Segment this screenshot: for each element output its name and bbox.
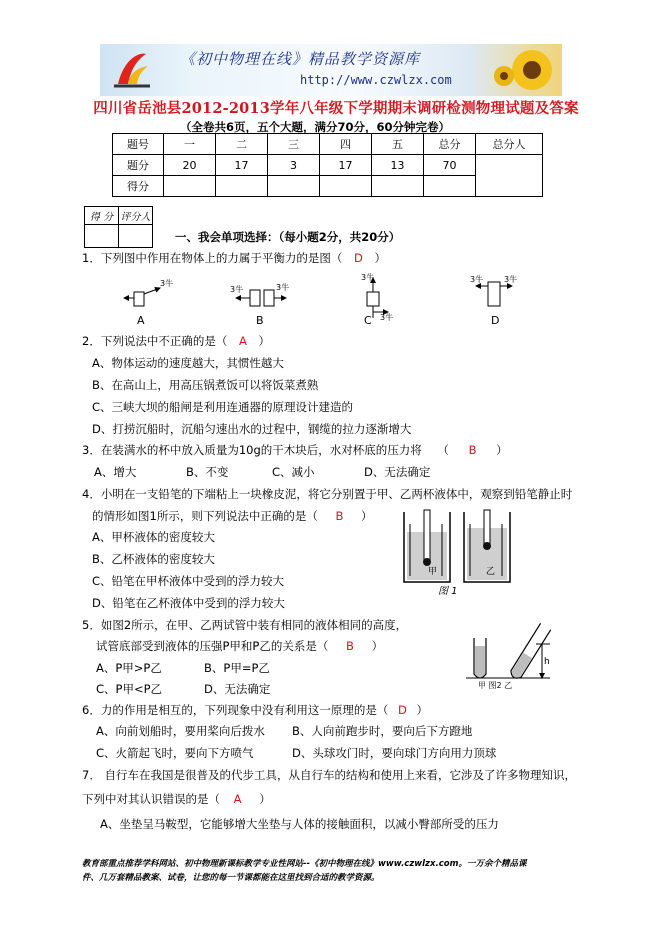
option: C、三峡大坝的船闸是利用连通器的原理设计建造的 — [92, 400, 354, 414]
option: A、向前划船时，要用桨向后拨水 — [96, 724, 265, 738]
table-cell: 总分人 — [476, 134, 543, 155]
question-text: 1．下列图中作用在物体上的力属于平衡力的是图（ — [82, 251, 343, 265]
figure-2-test-tubes — [466, 612, 566, 690]
option: A、P甲>P乙 — [96, 661, 162, 675]
table-cell: 总分 — [424, 134, 476, 155]
question-text: 下列中对其认识错误的是（ — [82, 792, 220, 806]
option: C、减小 — [272, 465, 315, 479]
table-cell: 70 — [424, 155, 476, 176]
question-2: 2．下列说法中不正确的是（ A ） — [82, 334, 271, 348]
answer-mark: D — [397, 703, 407, 717]
mini-grader-input[interactable] — [119, 225, 153, 248]
banner-title: 《初中物理在线》精品教学资源库 — [180, 50, 421, 68]
force-label: 3牛 — [470, 275, 484, 284]
answer-mark: B — [346, 639, 354, 653]
force-label: 3牛 — [380, 313, 394, 322]
score-input-cell[interactable] — [164, 176, 216, 197]
question-5-line1: 5．如图2所示，在甲、乙两试管中装有相同的液体相同的高度， — [82, 618, 408, 632]
option-label: C — [364, 314, 372, 327]
table-cell: 20 — [164, 155, 216, 176]
answer-mark: A — [238, 334, 247, 348]
answer-mark: D — [353, 251, 363, 265]
question-text: 2．下列说法中不正确的是（ — [82, 334, 228, 348]
table-cell: 得分 — [113, 176, 164, 197]
answer-mark: B — [468, 443, 477, 457]
table-cell: 二 — [216, 134, 268, 155]
table-cell-grader[interactable] — [476, 155, 543, 197]
question-3: 3．在装满水的杯中放入质量为10g的干木块后，水对杯底的压力将 （ B ） — [82, 443, 508, 457]
force-label: 3牛 — [361, 273, 375, 282]
option: C、铅笔在甲杯液体中受到的浮力较大 — [92, 574, 285, 588]
question-7: 下列中对其认识错误的是（ A ） — [82, 792, 271, 806]
cup-jia — [404, 510, 450, 582]
exam-subtitle: （全卷共6页，五个大题，满分70分，60分钟完卷） — [180, 120, 451, 134]
answer-mark: A — [233, 792, 242, 806]
table-cell: 17 — [216, 155, 268, 176]
option: B、人向前跑步时，要向后下方蹬地 — [292, 724, 473, 738]
option: D、打捞沉船时，沉船匀速出水的过程中，钢缆的拉力逐渐增大 — [92, 422, 412, 436]
footer-line-1: 教育部重点推荐学科网站、初中物理新课标教学专业性网站--《初中物理在线》www.czwlzx.com。一万余个精品课 — [82, 859, 527, 869]
option: A、物体运动的速度越大，其惯性越大 — [92, 356, 284, 370]
option: C、P甲<P乙 — [96, 682, 163, 696]
question-text: 试管底部受到液体的压强P甲和P乙的关系是（ — [96, 639, 329, 653]
table-cell: 五 — [372, 134, 424, 155]
question-4-line1: 4．小明在一支铅笔的下端粘上一块橡皮泥，将它分别置于甲、乙两杯液体中，观察到铅笔静止时 — [82, 487, 573, 501]
diagram-c — [361, 272, 393, 327]
footer-line-2: 件、几万套精品教案、试卷，让您的每一节课都能在这里找到合适的教学资源。 — [82, 873, 380, 883]
figure-caption: 甲 图2 乙 — [478, 681, 513, 690]
table-cell: 一 — [164, 134, 216, 155]
option: D、铅笔在乙杯液体中受到的浮力较大 — [92, 596, 285, 610]
score-table — [112, 133, 543, 197]
table-cell: 四 — [320, 134, 372, 155]
diagram-b — [230, 282, 289, 327]
cup-yi — [464, 510, 510, 582]
score-input-cell[interactable] — [424, 176, 476, 197]
score-table-header-row — [113, 134, 543, 155]
page-title: 四川省岳池县2012-2013学年八年级下学期期末调研检测物理试题及答案 — [93, 100, 579, 117]
force-label: 3牛 — [276, 283, 290, 292]
banner-url[interactable]: http://www.czwlzx.com — [300, 73, 452, 87]
table-cell: 17 — [320, 155, 372, 176]
option: A、甲杯液体的密度较大 — [92, 530, 215, 544]
score-input-cell[interactable] — [320, 176, 372, 197]
figure-1-cups — [398, 508, 526, 596]
option-label: B — [256, 314, 264, 327]
score-table-points-row — [113, 155, 543, 176]
table-cell: 3 — [268, 155, 320, 176]
table-cell: 题分 — [113, 155, 164, 176]
option: B、不变 — [186, 465, 229, 479]
question-text: 3．在装满水的杯中放入质量为10g的干木块后，水对杯底的压力将 — [82, 443, 422, 457]
question-1: 1．下列图中作用在物体上的力属于平衡力的是图（ D ） — [82, 251, 386, 265]
option: B、在高山上，用高压锅煮饭可以将饭菜煮熟 — [92, 378, 319, 392]
diagram-d — [470, 274, 517, 327]
score-input-cell[interactable] — [216, 176, 268, 197]
option: B、P甲=P乙 — [204, 661, 270, 675]
option: B、乙杯液体的密度较大 — [92, 552, 215, 566]
question-text: 的情形如图1所示，则下列说法中正确的是（ — [92, 509, 318, 523]
table-cell: 三 — [268, 134, 320, 155]
cup-label: 甲 — [428, 567, 438, 577]
header-banner — [100, 44, 562, 96]
figure-caption: 图 1 — [438, 586, 458, 596]
option-label: D — [491, 314, 500, 327]
table-cell: 题号 — [113, 134, 164, 155]
option: C、火箭起飞时，要向下方喷气 — [96, 746, 254, 760]
section-heading: 一、我会单项选择：（每小题2分，共20分） — [175, 230, 401, 244]
question-7-line1: 7． 自行车在我国是很普及的代步工具，从自行车的结构和使用上来看，它涉及了许多物理知识， — [82, 768, 576, 782]
score-input-cell[interactable] — [372, 176, 424, 197]
height-label: h — [544, 657, 550, 667]
mini-score-input[interactable] — [85, 225, 119, 248]
question-text: 6．力的作用是相互的，下列现象中没有利用这一原理的是（ — [82, 703, 389, 717]
question-5: 试管底部受到液体的压强P甲和P乙的关系是（ B ） — [96, 639, 384, 653]
mini-score-label: 得 分 — [85, 207, 119, 225]
option-label: A — [137, 314, 145, 327]
force-label: 3牛 — [160, 279, 174, 288]
force-label: 3牛 — [504, 275, 518, 284]
option: D、头球攻门时，要向球门方向用力顶球 — [292, 746, 497, 760]
diagram-a — [124, 278, 173, 327]
cup-label: 乙 — [486, 567, 496, 577]
option: A、坐垫呈马鞍型，它能够增大坐垫与人体的接触面积，以减小臀部所受的压力 — [100, 817, 499, 831]
option: D、无法确定 — [364, 465, 431, 479]
question-4: 的情形如图1所示，则下列说法中正确的是（ B ） — [92, 509, 373, 523]
q1-force-diagrams — [120, 272, 540, 330]
table-cell: 13 — [372, 155, 424, 176]
section-score-box — [84, 206, 153, 248]
score-input-cell[interactable] — [268, 176, 320, 197]
mini-grader-label: 评分人 — [119, 207, 153, 225]
question-6: 6．力的作用是相互的，下列现象中没有利用这一原理的是（ D ） — [82, 703, 428, 717]
option: A、增大 — [94, 465, 137, 479]
answer-mark: B — [335, 509, 344, 523]
option: D、无法确定 — [204, 682, 271, 696]
site-logo-icon — [110, 48, 154, 92]
sunflower-icon — [492, 46, 556, 94]
force-label: 3牛 — [230, 285, 244, 294]
